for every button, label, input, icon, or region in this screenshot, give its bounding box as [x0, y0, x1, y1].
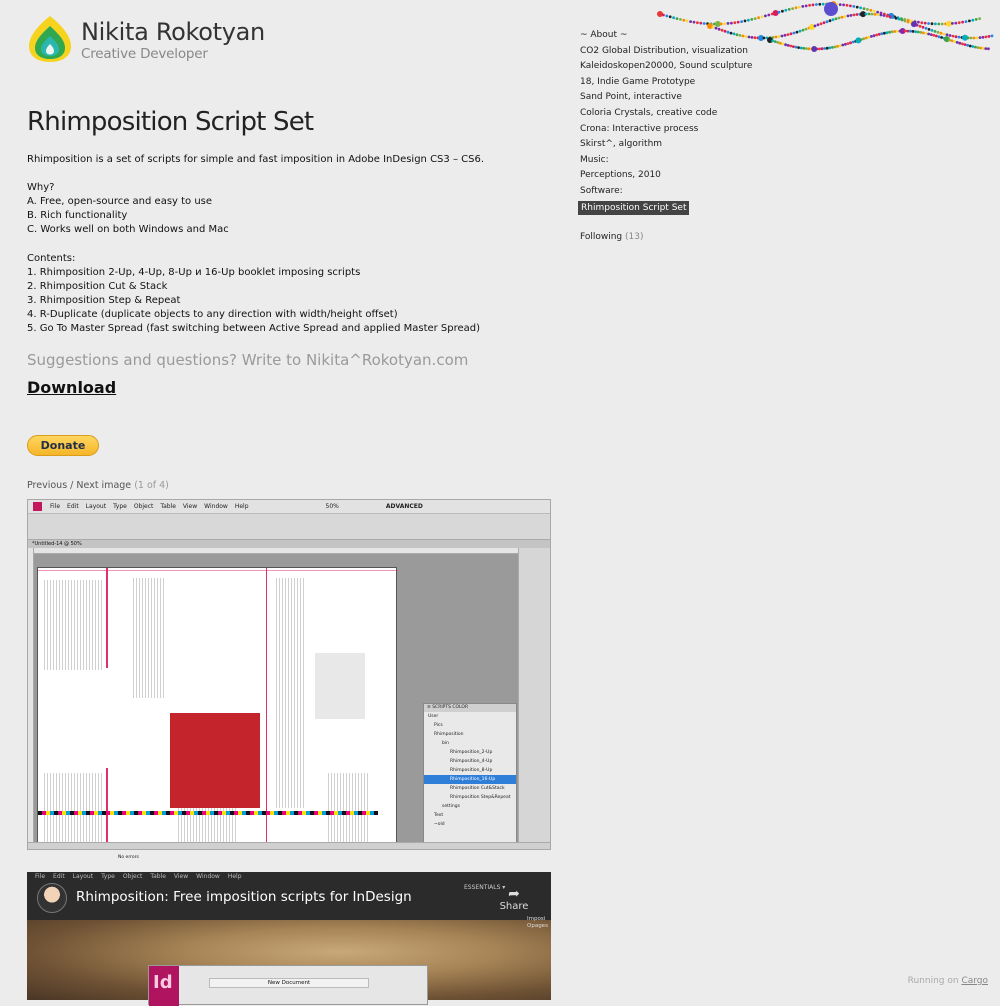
decorative-dot — [964, 43, 967, 46]
decorative-dot — [927, 33, 930, 36]
decorative-dot — [873, 34, 876, 37]
selected-script: Rhimposition_16-Up — [424, 775, 516, 784]
decorative-dot — [778, 11, 781, 14]
footer-running-on: Running on — [907, 976, 959, 986]
decorative-dot — [883, 14, 886, 17]
decorative-dot — [823, 21, 826, 24]
decorative-dot — [930, 33, 933, 36]
decorative-dot — [883, 32, 886, 35]
screenshot-statusbar: No errors — [28, 842, 550, 849]
brochure-cover-image — [170, 713, 260, 808]
video-side-text: Imposi Opages — [527, 916, 548, 929]
sidebar-project-link[interactable]: Crona: Interactive process — [580, 123, 699, 134]
sidebar-project-link[interactable]: Sand Point, interactive — [580, 92, 682, 103]
decorative-dot — [682, 19, 685, 22]
sidebar-software-heading: Software: — [580, 185, 623, 196]
decorative-dot — [792, 45, 795, 48]
sidebar-project-link[interactable]: CO2 Global Distribution, visualization — [580, 45, 748, 56]
zoom-level: 50% — [325, 503, 339, 510]
decorative-dot — [818, 48, 821, 51]
decorative-dot — [844, 43, 847, 46]
channel-avatar[interactable] — [37, 883, 67, 913]
decorative-dot — [919, 25, 922, 28]
decorative-dot — [838, 17, 841, 20]
decorative-dot — [754, 17, 757, 20]
decorative-dot — [767, 14, 770, 17]
decorative-dot — [891, 30, 894, 33]
decorative-dot — [799, 30, 802, 33]
contents-item: 3. Rhimposition Step & Repeat — [27, 294, 181, 306]
decorative-dot — [991, 35, 994, 38]
decorative-dot — [953, 40, 956, 43]
decorative-dot — [730, 22, 733, 25]
decorative-dot — [791, 7, 794, 10]
decorative-dot — [987, 47, 990, 50]
decorative-dot — [909, 30, 912, 33]
decorative-dot — [826, 20, 829, 23]
decorative-dot — [940, 32, 943, 35]
decorative-dot — [971, 45, 974, 48]
decorative-dot — [852, 41, 855, 44]
decorative-dot — [841, 16, 844, 19]
sidebar-music-link[interactable]: Perceptions, 2010 — [580, 170, 661, 181]
decorative-dot — [737, 21, 740, 24]
decorative-dot — [871, 13, 874, 16]
decorative-dot — [938, 35, 941, 38]
decorative-dot — [935, 35, 938, 38]
decorative-dot — [873, 10, 876, 13]
decorative-dot — [657, 11, 663, 17]
sidebar-about-link[interactable]: ~ About ~ — [580, 30, 628, 40]
decorative-dot — [922, 26, 925, 29]
decorative-dot — [860, 38, 863, 41]
essentials-label: ESSENTIALS ▾ — [464, 884, 506, 891]
decorative-dot — [985, 36, 988, 39]
decorative-dot — [940, 36, 943, 39]
decorative-dot — [982, 47, 985, 50]
decorative-dot — [920, 21, 923, 24]
decorative-dot — [870, 35, 873, 38]
logo-icon — [27, 14, 73, 64]
decorative-dot — [817, 23, 820, 26]
decorative-dot — [829, 19, 832, 22]
decorative-dot — [893, 30, 896, 33]
tools-panel — [518, 548, 550, 844]
decorative-dot — [812, 4, 815, 7]
decorative-dot — [853, 14, 856, 17]
decorative-dot — [761, 15, 764, 18]
decorative-dot — [895, 17, 898, 20]
decorative-dot — [789, 45, 792, 48]
decorative-dot — [839, 44, 842, 47]
why-item: A. Free, open-source and easy to use — [27, 196, 213, 208]
decorative-dot — [967, 37, 970, 40]
share-icon: ➦ — [508, 886, 520, 902]
intro-text: Rhimposition is a set of scripts for simple and fast imposition in Adobe InDesign CS3 – CS6. — [27, 154, 484, 165]
decorative-dot — [764, 15, 767, 18]
decorative-dot — [958, 42, 961, 45]
share-label: Share — [499, 901, 529, 912]
decorative-dot — [793, 32, 796, 35]
contents-item: 5. Go To Master Spread (fast switching between Active Spread and applied Master Spread) — [27, 323, 481, 335]
donate-button[interactable]: Donate — [27, 435, 99, 456]
decorative-dot — [973, 37, 976, 40]
decorative-dot — [912, 30, 915, 33]
decorative-dot — [867, 36, 870, 39]
decorative-dot — [826, 47, 829, 50]
decorative-dot — [931, 29, 934, 32]
decorative-dot — [662, 14, 665, 17]
decorative-dot — [937, 31, 940, 34]
site-subtitle: Creative Developer — [81, 46, 208, 62]
sidebar-music-heading: Music: — [580, 154, 609, 165]
decorative-dot — [847, 15, 850, 18]
decorative-dot — [889, 15, 892, 18]
decorative-dot — [720, 23, 723, 26]
decorative-dot — [875, 34, 878, 37]
decorative-dot — [856, 13, 859, 16]
new-document-dialog: New Document — [209, 978, 369, 988]
screenshot-menubar: File Edit Layout Type Object Table View Window Help 50% ADVANCED — [28, 500, 550, 514]
horizontal-ruler — [28, 548, 518, 554]
decorative-dot — [781, 35, 784, 38]
decorative-dot — [740, 20, 743, 23]
decorative-dot — [917, 31, 920, 34]
decorative-dot — [922, 32, 925, 35]
decorative-dot — [880, 14, 883, 17]
decorative-dot — [820, 22, 823, 25]
decorative-dot — [849, 5, 852, 8]
decorative-dot — [859, 6, 862, 9]
decorative-dot — [977, 46, 980, 49]
decorative-dot — [835, 17, 838, 20]
decorative-dot — [781, 10, 784, 13]
decorative-dot — [949, 34, 952, 37]
decorative-dot — [955, 35, 958, 38]
decorative-dot — [696, 21, 699, 24]
suggestions-text: Suggestions and questions? Write to Nikita^Rokotyan.com — [27, 351, 469, 370]
screenshot-control-panel — [28, 514, 550, 540]
decorative-dot — [928, 28, 931, 31]
decorative-dot — [669, 15, 672, 18]
decorative-dot — [757, 16, 760, 19]
document-tab: *Untitled-14 @ 50% — [28, 540, 550, 548]
why-item: B. Rich functionality — [27, 210, 128, 222]
decorative-dot — [814, 25, 817, 28]
contents-item: 2. Rhimposition Cut & Stack — [27, 280, 168, 292]
decorative-dot — [892, 16, 895, 19]
scripts-panel: ≡ SCRIPTS COLOR User Pics Rhimposition bin Rhimposition_2-Up Rhimposition_4-Up Rhimposition_8-Up Rhimposition_16-Up Rhimposition Cut&Stack Rhimposition Step&Repeat settings Text ~old — [423, 703, 517, 846]
decorative-dot — [968, 20, 971, 23]
sidebar-nav — [580, 28, 780, 246]
decorative-dot — [937, 23, 940, 26]
decorative-dot — [815, 48, 818, 51]
decorative-dot — [832, 18, 835, 21]
decorative-dot — [919, 31, 922, 34]
decorative-dot — [951, 22, 954, 25]
share-button[interactable] — [499, 887, 529, 912]
sidebar-project-link[interactable]: 18, Indie Game Prototype — [580, 76, 696, 87]
contents-heading: Contents: — [27, 252, 76, 264]
decorative-dot — [787, 44, 790, 47]
decorative-dot — [904, 30, 907, 33]
decorative-dot — [823, 47, 826, 50]
decorative-dot — [788, 8, 791, 11]
decorative-dot — [672, 16, 675, 19]
decorative-dot — [984, 47, 987, 50]
decorative-dot — [847, 42, 850, 45]
site-logo[interactable] — [27, 14, 265, 64]
contents-item: 4. R-Duplicate (duplicate objects to any direction with width/height offset) — [27, 309, 398, 321]
decorative-dot — [796, 31, 799, 34]
imposed-sheet — [37, 567, 397, 843]
decorative-dot — [970, 37, 973, 40]
video-embed[interactable] — [27, 872, 551, 1000]
decorative-dot — [782, 43, 785, 46]
decorative-dot — [842, 4, 845, 7]
decorative-dot — [808, 47, 811, 50]
decorative-dot — [824, 2, 838, 16]
decorative-dot — [876, 11, 879, 14]
decorative-dot — [965, 20, 968, 23]
decorative-dot — [844, 15, 847, 18]
previous-image-link[interactable]: Previous — [27, 480, 68, 492]
product-photo — [315, 653, 365, 719]
decorative-dot — [907, 21, 910, 24]
decorative-dot — [961, 43, 964, 46]
decorative-dot — [931, 22, 934, 25]
decorative-dot — [676, 17, 679, 20]
decorative-dot — [733, 21, 736, 24]
decorative-dot — [880, 32, 883, 35]
decorative-dot — [917, 21, 920, 24]
decorative-dot — [841, 44, 844, 47]
decorative-dot — [744, 20, 747, 23]
decorative-dot — [839, 3, 842, 6]
decorative-dot — [679, 18, 682, 21]
decorative-dot — [784, 34, 787, 37]
decorative-dot — [727, 22, 730, 25]
decorative-dot — [699, 22, 702, 25]
following-link[interactable] — [580, 230, 780, 246]
decorative-dot — [802, 29, 805, 32]
main-content — [27, 105, 551, 493]
footer — [908, 976, 988, 986]
decorative-dot — [925, 32, 928, 35]
decorative-dot — [665, 15, 668, 18]
decorative-dot — [790, 32, 793, 35]
decorative-dot — [904, 20, 907, 23]
decorative-dot — [850, 14, 853, 17]
decorative-dot — [773, 10, 779, 16]
decorative-dot — [863, 7, 866, 10]
decorative-dot — [805, 5, 808, 8]
decorative-dot — [686, 20, 689, 23]
video-app-menubar: File Edit Layout Type Object Table View Window Help — [35, 873, 242, 880]
decorative-dot — [982, 36, 985, 39]
decorative-dot — [979, 36, 982, 39]
decorative-dot — [974, 46, 977, 49]
decorative-dot — [787, 33, 790, 36]
video-indesign-window — [148, 965, 428, 1005]
decorative-dot — [988, 35, 991, 38]
sidebar-software-link-active[interactable]: Rhimposition Script Set — [578, 201, 689, 215]
decorative-dot — [914, 30, 917, 33]
sidebar-project-link[interactable]: Skirst^, algorithm — [580, 139, 663, 150]
download-link[interactable]: Download — [27, 378, 117, 398]
decorative-dot — [862, 37, 865, 40]
cargo-link[interactable]: Cargo — [961, 976, 988, 986]
decorative-dot — [868, 13, 871, 16]
sidebar-project-link[interactable]: Kaleidoskopen20000, Sound sculpture — [580, 61, 753, 72]
decorative-dot — [750, 18, 753, 21]
why-heading: Why? — [27, 182, 55, 194]
decorative-dot — [898, 18, 901, 21]
indesign-screenshot[interactable] — [27, 499, 551, 860]
decorative-dot — [821, 47, 824, 50]
decorative-dot — [802, 47, 805, 50]
decorative-dot — [703, 22, 706, 25]
decorative-dot — [958, 21, 961, 24]
decorative-dot — [901, 19, 904, 22]
indesign-logo: Id — [149, 966, 179, 1006]
workspace-label: ADVANCED — [385, 503, 423, 510]
video-title[interactable]: Rhimposition: Free imposition scripts for InDesign — [76, 889, 412, 905]
decorative-dot — [836, 45, 839, 48]
decorative-dot — [808, 4, 811, 7]
decorative-dot — [979, 47, 982, 50]
decorative-dot — [831, 46, 834, 49]
decorative-dot — [693, 21, 696, 24]
decorative-dot — [946, 33, 949, 36]
vertical-ruler — [28, 548, 34, 844]
decorative-dot — [925, 27, 928, 30]
decorative-dot — [966, 44, 969, 47]
page-title: Rhimposition Script Set — [27, 107, 314, 137]
decorative-dot — [815, 3, 818, 6]
decorative-dot — [924, 22, 927, 25]
project-description — [27, 153, 551, 336]
decorative-dot — [958, 36, 961, 39]
decorative-dot — [723, 22, 726, 25]
decorative-dot — [976, 37, 979, 40]
decorative-dot — [927, 22, 930, 25]
decorative-dot — [846, 4, 849, 7]
decorative-dot — [971, 19, 974, 22]
decorative-dot — [805, 47, 808, 50]
decorative-dot — [943, 33, 946, 36]
decorative-dot — [805, 28, 808, 31]
why-item: C. Works well on both Windows and Mac — [27, 224, 229, 236]
decorative-dot — [747, 19, 750, 22]
decorative-dot — [852, 5, 855, 8]
decorative-dot — [886, 15, 889, 18]
decorative-dot — [834, 46, 837, 49]
decorative-dot — [784, 9, 787, 12]
nav-separator: / — [67, 480, 77, 492]
decorative-dot — [888, 31, 891, 34]
image-navigation — [27, 479, 551, 493]
decorative-dot — [818, 3, 821, 6]
decorative-dot — [978, 17, 981, 20]
following-count: (13) — [625, 232, 644, 243]
decorative-dot — [975, 18, 978, 21]
decorative-dot — [866, 8, 869, 11]
decorative-dot — [865, 37, 868, 40]
indesign-app-icon — [33, 502, 42, 511]
decorative-dot — [856, 6, 859, 9]
decorative-dot — [797, 46, 800, 49]
decorative-dot — [906, 30, 909, 33]
decorative-dot — [784, 43, 787, 46]
decorative-dot — [952, 35, 955, 38]
decorative-dot — [934, 30, 937, 33]
decorative-dot — [961, 21, 964, 24]
decorative-dot — [822, 3, 825, 6]
site-name: Nikita Rokotyan — [81, 18, 265, 46]
decorative-dot — [969, 45, 972, 48]
sidebar-project-link[interactable]: Coloria Crystals, creative code — [580, 107, 718, 118]
decorative-dot — [878, 33, 881, 36]
decorative-dot — [800, 47, 803, 50]
decorative-dot — [886, 31, 889, 34]
decorative-dot — [801, 5, 804, 8]
following-label: Following — [580, 232, 623, 243]
scripts-panel-tabs: ≡ SCRIPTS COLOR — [424, 704, 516, 712]
next-image-link[interactable]: Next image — [76, 480, 132, 492]
decorative-dot — [865, 13, 868, 16]
decorative-dot — [689, 20, 692, 23]
decorative-dot — [795, 46, 798, 49]
decorative-dot — [951, 39, 954, 42]
image-count: (1 of 4) — [134, 480, 169, 492]
decorative-dot — [956, 41, 959, 44]
decorative-dot — [916, 24, 919, 27]
decorative-dot — [932, 34, 935, 37]
decorative-dot — [934, 23, 937, 26]
decorative-dot — [948, 39, 951, 42]
decorative-dot — [877, 13, 880, 16]
decorative-dot — [874, 13, 877, 16]
decorative-dot — [798, 6, 801, 9]
decorative-dot — [869, 9, 872, 12]
decorative-dot — [896, 30, 899, 33]
decorative-dot — [954, 22, 957, 25]
decorative-dot — [941, 23, 944, 26]
decorative-dot — [849, 41, 852, 44]
decorative-dot — [795, 6, 798, 9]
contents-item: 1. Rhimposition 2-Up, 4-Up, 8-Up и 16-Up booklet imposing scripts — [27, 266, 361, 278]
decorative-dot — [828, 46, 831, 49]
print-color-bar — [38, 811, 378, 815]
